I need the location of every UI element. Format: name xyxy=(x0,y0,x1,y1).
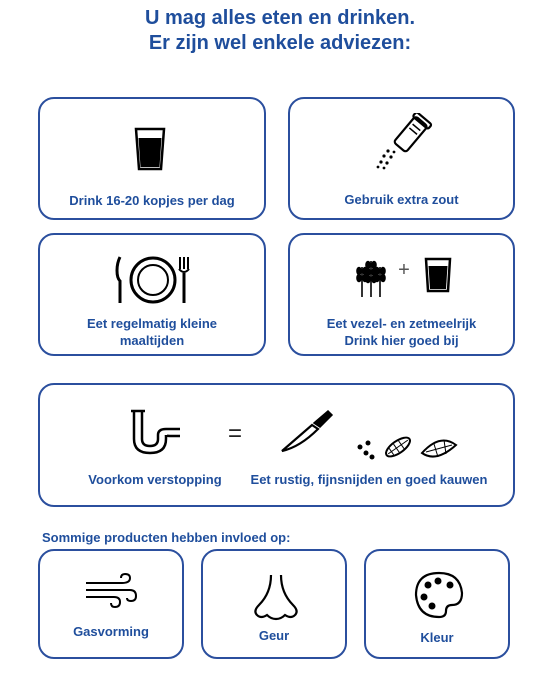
salt-shaker-icon xyxy=(374,113,434,171)
subheading: Sommige producten hebben invloed op: xyxy=(42,530,291,545)
card-color xyxy=(364,549,510,659)
equals-sign: = xyxy=(227,420,242,447)
card-chew-label: Eet rustig, fijnsnijden en goed kauwen xyxy=(250,472,488,487)
nose-icon xyxy=(251,573,301,621)
food-ingredients-icon xyxy=(354,429,466,465)
card-fiber-label-2: Drink hier goed bij xyxy=(344,333,459,348)
card-color-label: Kleur xyxy=(420,630,454,645)
card-salt xyxy=(288,97,515,220)
palette-icon xyxy=(414,571,464,619)
card-constipation-label: Voorkom verstopping xyxy=(88,472,222,487)
card-gas-label: Gasvorming xyxy=(73,624,149,639)
card-smell xyxy=(201,549,347,659)
wheat-icon xyxy=(354,257,388,297)
plus-sign: + xyxy=(398,259,410,281)
plate-cutlery-icon xyxy=(114,255,192,305)
card-salt-label: Gebruik extra zout xyxy=(344,192,459,207)
card-gas xyxy=(38,549,184,659)
wind-icon xyxy=(84,573,138,609)
card-drink xyxy=(38,97,266,220)
pipe-icon xyxy=(130,409,182,457)
card-smell-label: Geur xyxy=(258,628,290,643)
title-line-1: U mag alles eten en drinken. xyxy=(144,7,416,29)
title-line-2: Er zijn wel enkele adviezen: xyxy=(148,32,412,54)
knife-icon xyxy=(278,407,334,455)
card-fiber xyxy=(288,233,515,356)
card-fiber-label-1: Eet vezel- en zetmeelrijk xyxy=(326,316,477,331)
card-meals-label-1: Eet regelmatig kleine xyxy=(86,316,218,331)
card-drink-label: Drink 16-20 kopjes per dag xyxy=(69,193,235,208)
glass-icon xyxy=(424,257,452,293)
card-meals xyxy=(38,233,266,356)
glass-icon xyxy=(134,127,166,171)
card-constipation xyxy=(38,383,515,507)
card-meals-label-2: maaltijden xyxy=(119,333,185,348)
